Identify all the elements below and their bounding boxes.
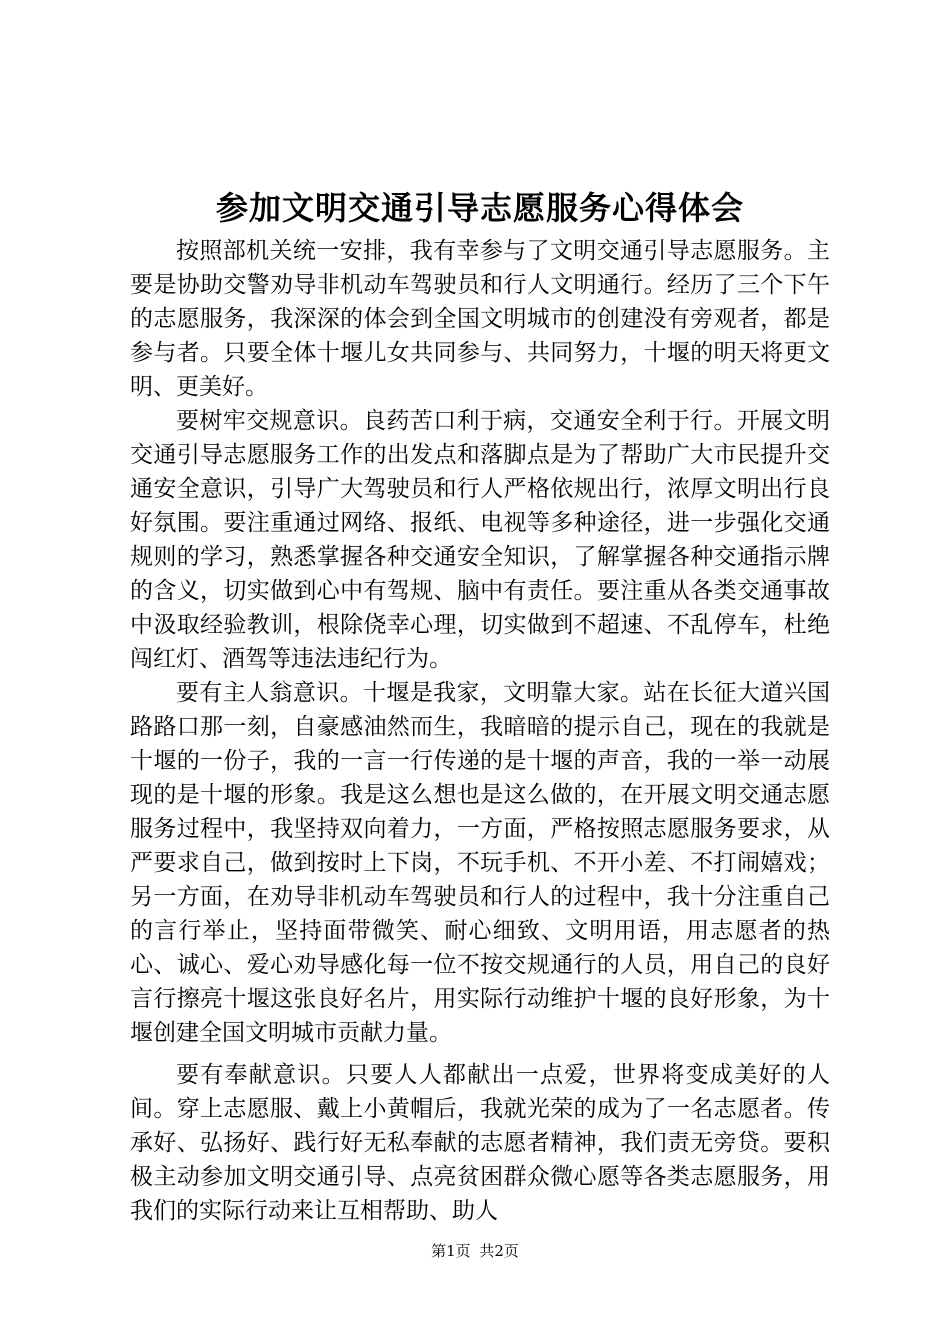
paragraph-intro: 按照部机关统一安排，我有幸参与了文明交通引导志愿服务。主要是协助交警劝导非机动车驾驶员和行人文明通行。经历了三个下午的志愿服务，我深深的体会到全国文明城市的创建没有旁观者，都是参与者。只要全体十堰儿女共同参与、共同努力，十堰的明天将更文明、更美好。 — [130, 238, 830, 400]
page-number: 第1页 — [431, 1242, 471, 1260]
paragraph-dedication: 要有奉献意识。只要人人都献出一点爱，世界将变成美好的人间。穿上志愿服、戴上小黄帽后，我就光荣的成为了一名志愿者。传承好、弘扬好、践行好无私奉献的志愿者精神，我们责无旁贷。要积极主动参加文明交通引导、点亮贫困群众微心愿等各类志愿服务，用我们的实际行动来让互相帮助、助人 — [130, 1062, 830, 1224]
paragraph-ownership: 要有主人翁意识。十堰是我家，文明靠大家。站在长征大道兴国路路口那一刻，自豪感油然而生，我暗暗的提示自己，现在的我就是十堰的一份子，我的一言一行传递的是十堰的声音，我的一举一动展现的是十堰的形象。我是这么想也是这么做的，在开展文明交通志愿服务过程中，我坚持双向着力，一方面，严格按照志愿服务要求，从严要求自己，做到按时上下岗，不玩手机、不开小差、不打闹嬉戏；另一方面，在劝导非机动车驾驶员和行人的过程中，我十分注重自己的言行举止，坚持面带微笑、耐心细致、文明用语，用志愿者的热心、诚心、爱心劝导感化每一位不按交规通行的人员，用自己的良好言行擦亮十堰这张良好名片，用实际行动维护十堰的良好形象，为十堰创建全国文明城市贡献力量。 — [130, 680, 830, 1046]
page-footer — [0, 1240, 950, 1262]
paragraph-traffic-rules: 要树牢交规意识。良药苦口利于病，交通安全利于行。开展文明交通引导志愿服务工作的出发点和落脚点是为了帮助广大市民提升交通安全意识，引导广大驾驶员和行人严格依规出行，浓厚文明出行良好氛围。要注重通过网络、报纸、电视等多种途径，进一步强化交通规则的学习，熟悉掌握各种交通安全知识，了解掌握各种交通指示牌的含义，切实做到心中有驾规、脑中有责任。要注重从各类交通事故中汲取经验教训，根除侥幸心理，切实做到不超速、不乱停车，杜绝闯红灯、酒驾等违法违纪行为。 — [130, 408, 830, 672]
document-body — [130, 234, 830, 1228]
document-title: 参加文明交通引导志愿服务心得体会 — [215, 189, 744, 227]
page-total: 共2页 — [479, 1242, 519, 1260]
